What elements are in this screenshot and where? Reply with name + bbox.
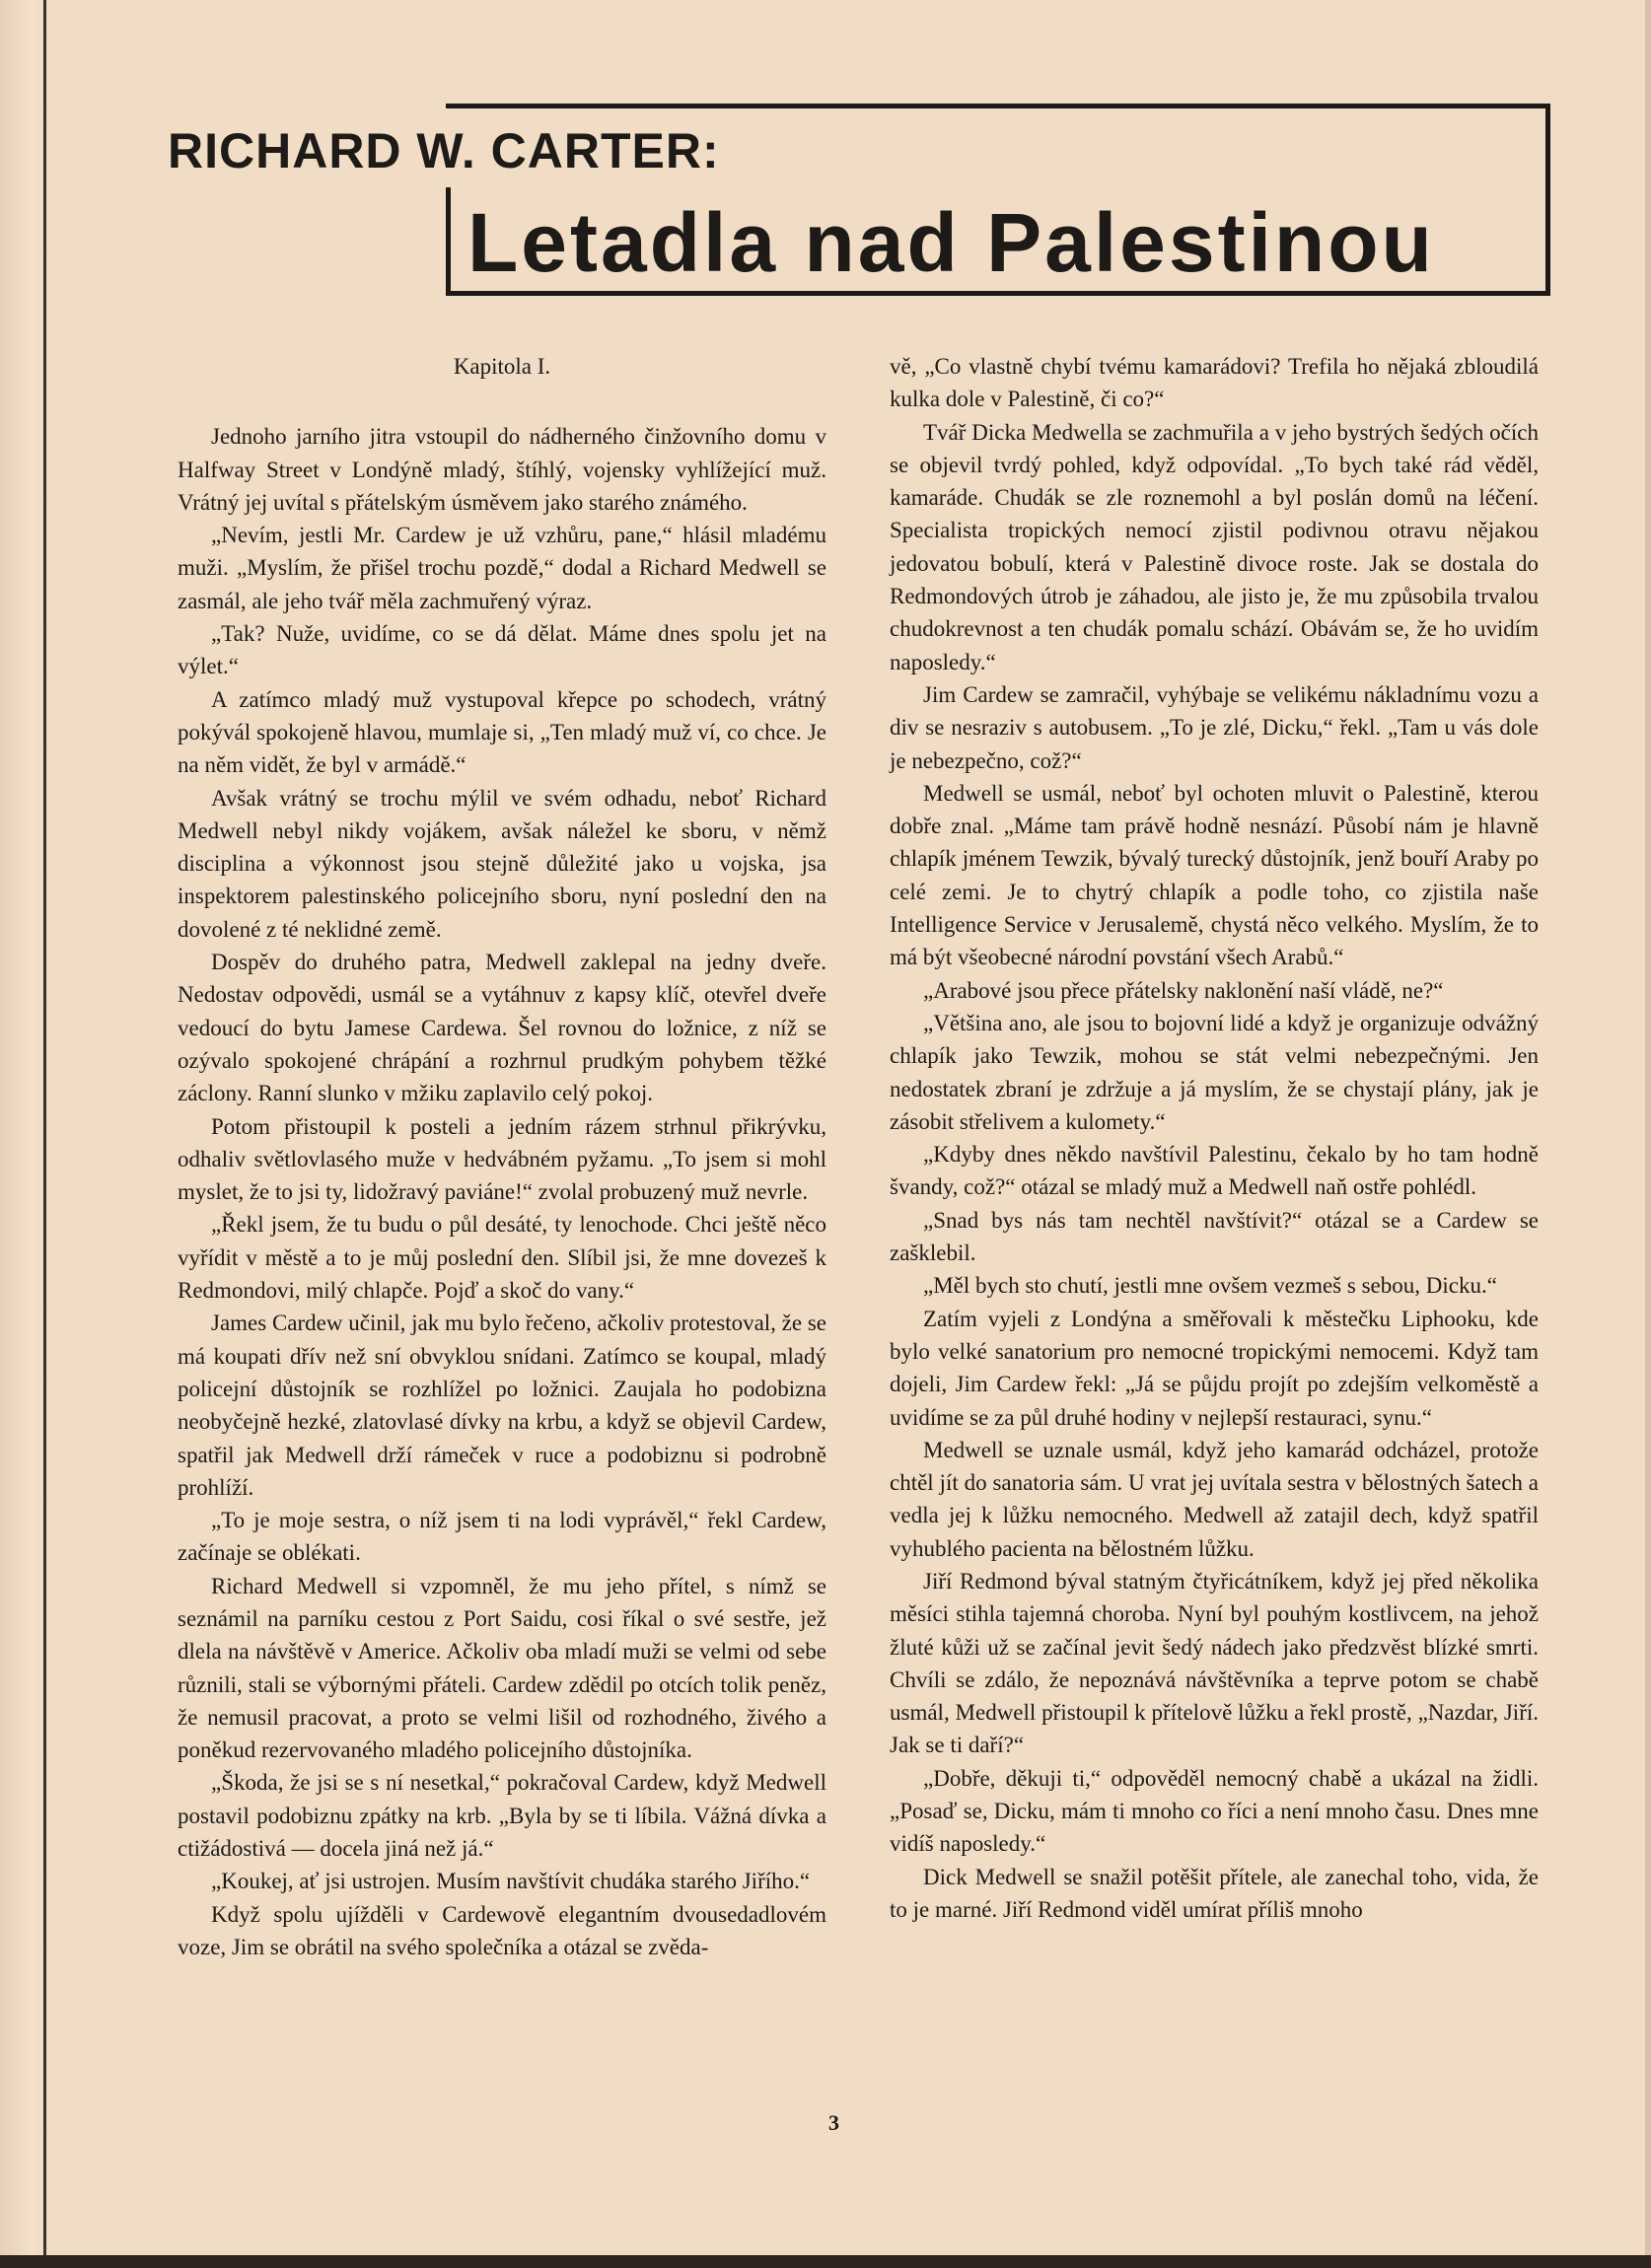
paragraph: „Škoda, že jsi se s ní nesetkal,“ pokračoval Cardew, když Medwell postavil podobiznu zpátky na krb. „Byla by se ti líbila. Vážná dívka a ctižádostivá — docela jiná než já.“ xyxy=(178,1770,826,1862)
title-frame xyxy=(446,104,1550,296)
page-right-edge xyxy=(1645,0,1651,2268)
paragraph: Jiří Redmond býval statným čtyřicátníkem, když jej před několika měsíci stihla tajemná choroba. Nyní byl pouhým kostlivcem, na jehož žluté kůži už se začínal jevit šedý nádech jako předzvěst blízké smrti. Chvíli se zdálo, že nepoznává návštěvníka a teprve potom se chabě usmál, Medwell přistoupil k přítelově lůžku a řekl prostě, „Nazdar, Jiří. Jak se ti daří?“ xyxy=(890,1568,1539,1758)
paragraph: Tvář Dicka Medwella se zachmuřila a v jeho bystrých šedých očích se objevil tvrdý pohled, když odpovídal. „To bych také rád věděl, kamaráde. Chudák se zle roznemohl a byl poslán domů na léčení. Specialista tropických nemocí zjistil podivnou otravu nějakou jedovatou bobulí, která v Palestině divoce roste. Jak se dostala do Redmondových útrob je záhadou, ale jisto je, že mu způsobila trvalou chudokrevnost a ten chudák pomalu schází. Obávám se, že ho uvidím naposledy.“ xyxy=(890,419,1539,674)
paragraph: Medwell se uznale usmál, když jeho kamarád odcházel, protože chtěl jít do sanatoria sám. U vrat jej uvítala sestra v bělostných šatech a vedla jej k lůžku nemocného. Medwell až zatajil dech, když spatřil vyhublého pacienta na bělostném lůžku. xyxy=(890,1437,1539,1561)
paragraph: James Cardew učinil, jak mu bylo řečeno, ačkoliv protestoval, že se má koupati dřív než sní obvyklou snídani. Zatímco se koupal, mladý policejní důstojník se rozhlížel po ložnici. Zaujala ho podobizna neobyčejně hezké, zlatovlasé dívky na krbu, a když se objevil Cardew, spatřil jak Medwell drží rámeček v ruce a podobiznu si podrobně prohlíží. xyxy=(178,1311,826,1500)
binding-spine xyxy=(43,0,46,2268)
page-number: 3 xyxy=(828,2110,839,2135)
paragraph: Dospěv do druhého patra, Medwell zaklepal na jedny dveře. Nedostav odpovědi, usmál se a vytáhnuv z kapsy klíč, otevřel dveře vedoucí do bytu Jamese Cardewa. Šel rovnou do ložnice, z níž se ozývalo spokojené chrápání a rozhrnul prudkým pohybem těžké záclony. Ranní slunko v mžiku zaplavilo celý pokoj. xyxy=(178,950,826,1106)
paragraph: „Nevím, jestli Mr. Cardew je už vzhůru, pane,“ hlásil mladému muži. „Myslím, že přišel trochu pozdě,“ dodal a Richard Medwell se zasmál, ale jeho tvář měla zachmuřený výraz. xyxy=(178,523,826,613)
left-text-column xyxy=(178,350,826,1963)
paragraph: „Snad bys nás tam nechtěl navštívit?“ otázal se a Cardew se zašklebil. xyxy=(890,1207,1539,1266)
article-title: Letadla nad Palestinou xyxy=(467,196,1435,289)
right-text-column xyxy=(890,350,1539,1926)
paragraph: „Koukej, ať jsi ustrojen. Musím navštívit chudáka starého Jiřího.“ xyxy=(211,1869,811,1894)
paragraph: Richard Medwell si vzpomněl, že mu jeho přítel, s nímž se seznámil na parníku cestou z Port Saidu, cosi říkal o své sestře, jež dlela na návštěvě v Americe. Ačkoliv oba mladí muži se velmi od sebe různili, stali se výbornými přáteli. Cardew zdědil po otcích tolik peněz, že nemusil pracovat, a proto se velmi lišil od rozhodného, živého a poněkud rezervovaného mladého policejního důstojníka. xyxy=(178,1573,826,1763)
chapter-heading: Kapitola I. xyxy=(453,354,551,379)
paragraph: „Arabové jsou přece přátelsky naklonění naší vládě, ne?“ xyxy=(923,977,1444,1003)
paragraph: „Kdyby dnes někdo navštívil Palestinu, čekalo by ho tam hodně švandy, což?“ otázal se mladý muž a Medwell naň ostře pohlédl. xyxy=(890,1142,1539,1200)
paragraph: Zatím vyjeli z Londýna a směřovali k městečku Liphooku, kde bylo velké sanatorium pro nemocné tropickými nemocemi. Když tam dojeli, Jim Cardew řekl: „Já se půjdu projít po zdejším velkoměstě a uvidíme se za půl druhé hodiny v nejlepší restauraci, synu.“ xyxy=(890,1306,1539,1430)
paragraph-continued: vě, „Co vlastně chybí tvému kamarádovi? Trefila ho nějaká zbloudilá kulka dole v Palestině, či co?“ xyxy=(890,354,1539,412)
paragraph: Jednoho jarního jitra vstoupil do nádherného činžovního domu v Halfway Street v Londýně mladý, štíhlý, vojensky vyhlížející muž. Vrátný jej uvítal s přátelským úsměvem jako starého známého. xyxy=(178,424,826,515)
paragraph: Avšak vrátný se trochu mýlil ve svém odhadu, neboť Richard Medwell nebyl nikdy vojákem, avšak náležel ke sboru, v němž disciplina a výkonnost jsou stejně důležité jako u vojska, jsa inspektorem palestinského policejního sboru, nyní poslední den na dovolené z té neklidné země. xyxy=(178,785,826,942)
paragraph: „Většina ano, ale jsou to bojovní lidé a když je organizuje odvážný chlapík jako Tewzik, mohou se stát velmi nebezpečnými. Jen nedostatek zbraní je zdržuje a já myslím, že se chystají plány, jak je zásobit střelivem a kulomety.“ xyxy=(890,1010,1539,1134)
paragraph: Jim Cardew se zamračil, vyhýbaje se velikému nákladnímu vozu a div se nesraziv s autobusem. „To je zlé, Dicku,“ řekl. „Tam u vás dole je nebezpečno, což?“ xyxy=(890,681,1539,773)
paragraph: Medwell se usmál, neboť byl ochoten mluvit o Palestině, kterou dobře znal. „Máme tam právě hodně nesnází. Působí nám je hlavně chlapík jménem Tewzik, bývalý turecký důstojník, jenž bouří Araby po celé zemi. Je to chytrý chlapík a podle toho, co zjistila naše Intelligence Service v Jerusalemě, chystá něco velkého. Myslím, že to má být všeobecné národní povstání všech Arabů.“ xyxy=(890,780,1539,970)
paragraph: Dick Medwell se snažil potěšit přítele, ale zanechal toho, vida, že to je marné. Jiří Redmond viděl umírat příliš mnoho xyxy=(890,1864,1539,1922)
paragraph: „Tak? Nuže, uvidíme, co se dá dělat. Máme dnes spolu jet na výlet.“ xyxy=(178,621,826,679)
author-name: RICHARD W. CARTER: xyxy=(168,123,720,178)
page-binding-edge xyxy=(0,0,51,2268)
paragraph: Když spolu ujížděli v Cardewově elegantním dvousedadlovém voze, Jim se obrátil na svého společníka a otázal se zvěda- xyxy=(178,1901,826,1959)
page-bottom-edge xyxy=(0,2255,1651,2268)
paragraph: „Řekl jsem, že tu budu o půl desáté, ty lenochode. Chci ještě něco vyřídit v městě a to je můj poslední den. Slíbil jsi, že mne dovezeš k Redmondovi, milý chlapče. Pojď a skoč do vany.“ xyxy=(178,1212,826,1304)
paragraph: „Měl bych sto chutí, jestli mne ovšem vezmeš s sebou, Dicku.“ xyxy=(923,1273,1497,1299)
paragraph: „To je moje sestra, o níž jsem ti na lodi vyprávěl,“ řekl Cardew, začínaje se oblékati. xyxy=(178,1508,826,1566)
paragraph: „Dobře, děkuji ti,“ odpověděl nemocný chabě a ukázal na židli. „Posaď se, Dicku, mám ti mnoho co říci a není mnoho času. Dnes mne vidíš naposledy.“ xyxy=(890,1765,1539,1857)
paragraph: A zatímco mladý muž vystupoval křepce po schodech, vrátný pokývál spokojeně hlavou, mumlaje si, „Ten mladý muž ví, co chce. Je na něm vidět, že byl v armádě.“ xyxy=(178,686,826,778)
article-header xyxy=(168,99,1558,306)
paragraph: Potom přistoupil k posteli a jedním rázem strhnul přikrývku, odhaliv světlovlasého muže v hedvábném pyžamu. „To jsem si mohl myslet, že to jsi ty, lidožravý paviáne!“ zvolal probuzený muž nevrle. xyxy=(178,1113,826,1205)
